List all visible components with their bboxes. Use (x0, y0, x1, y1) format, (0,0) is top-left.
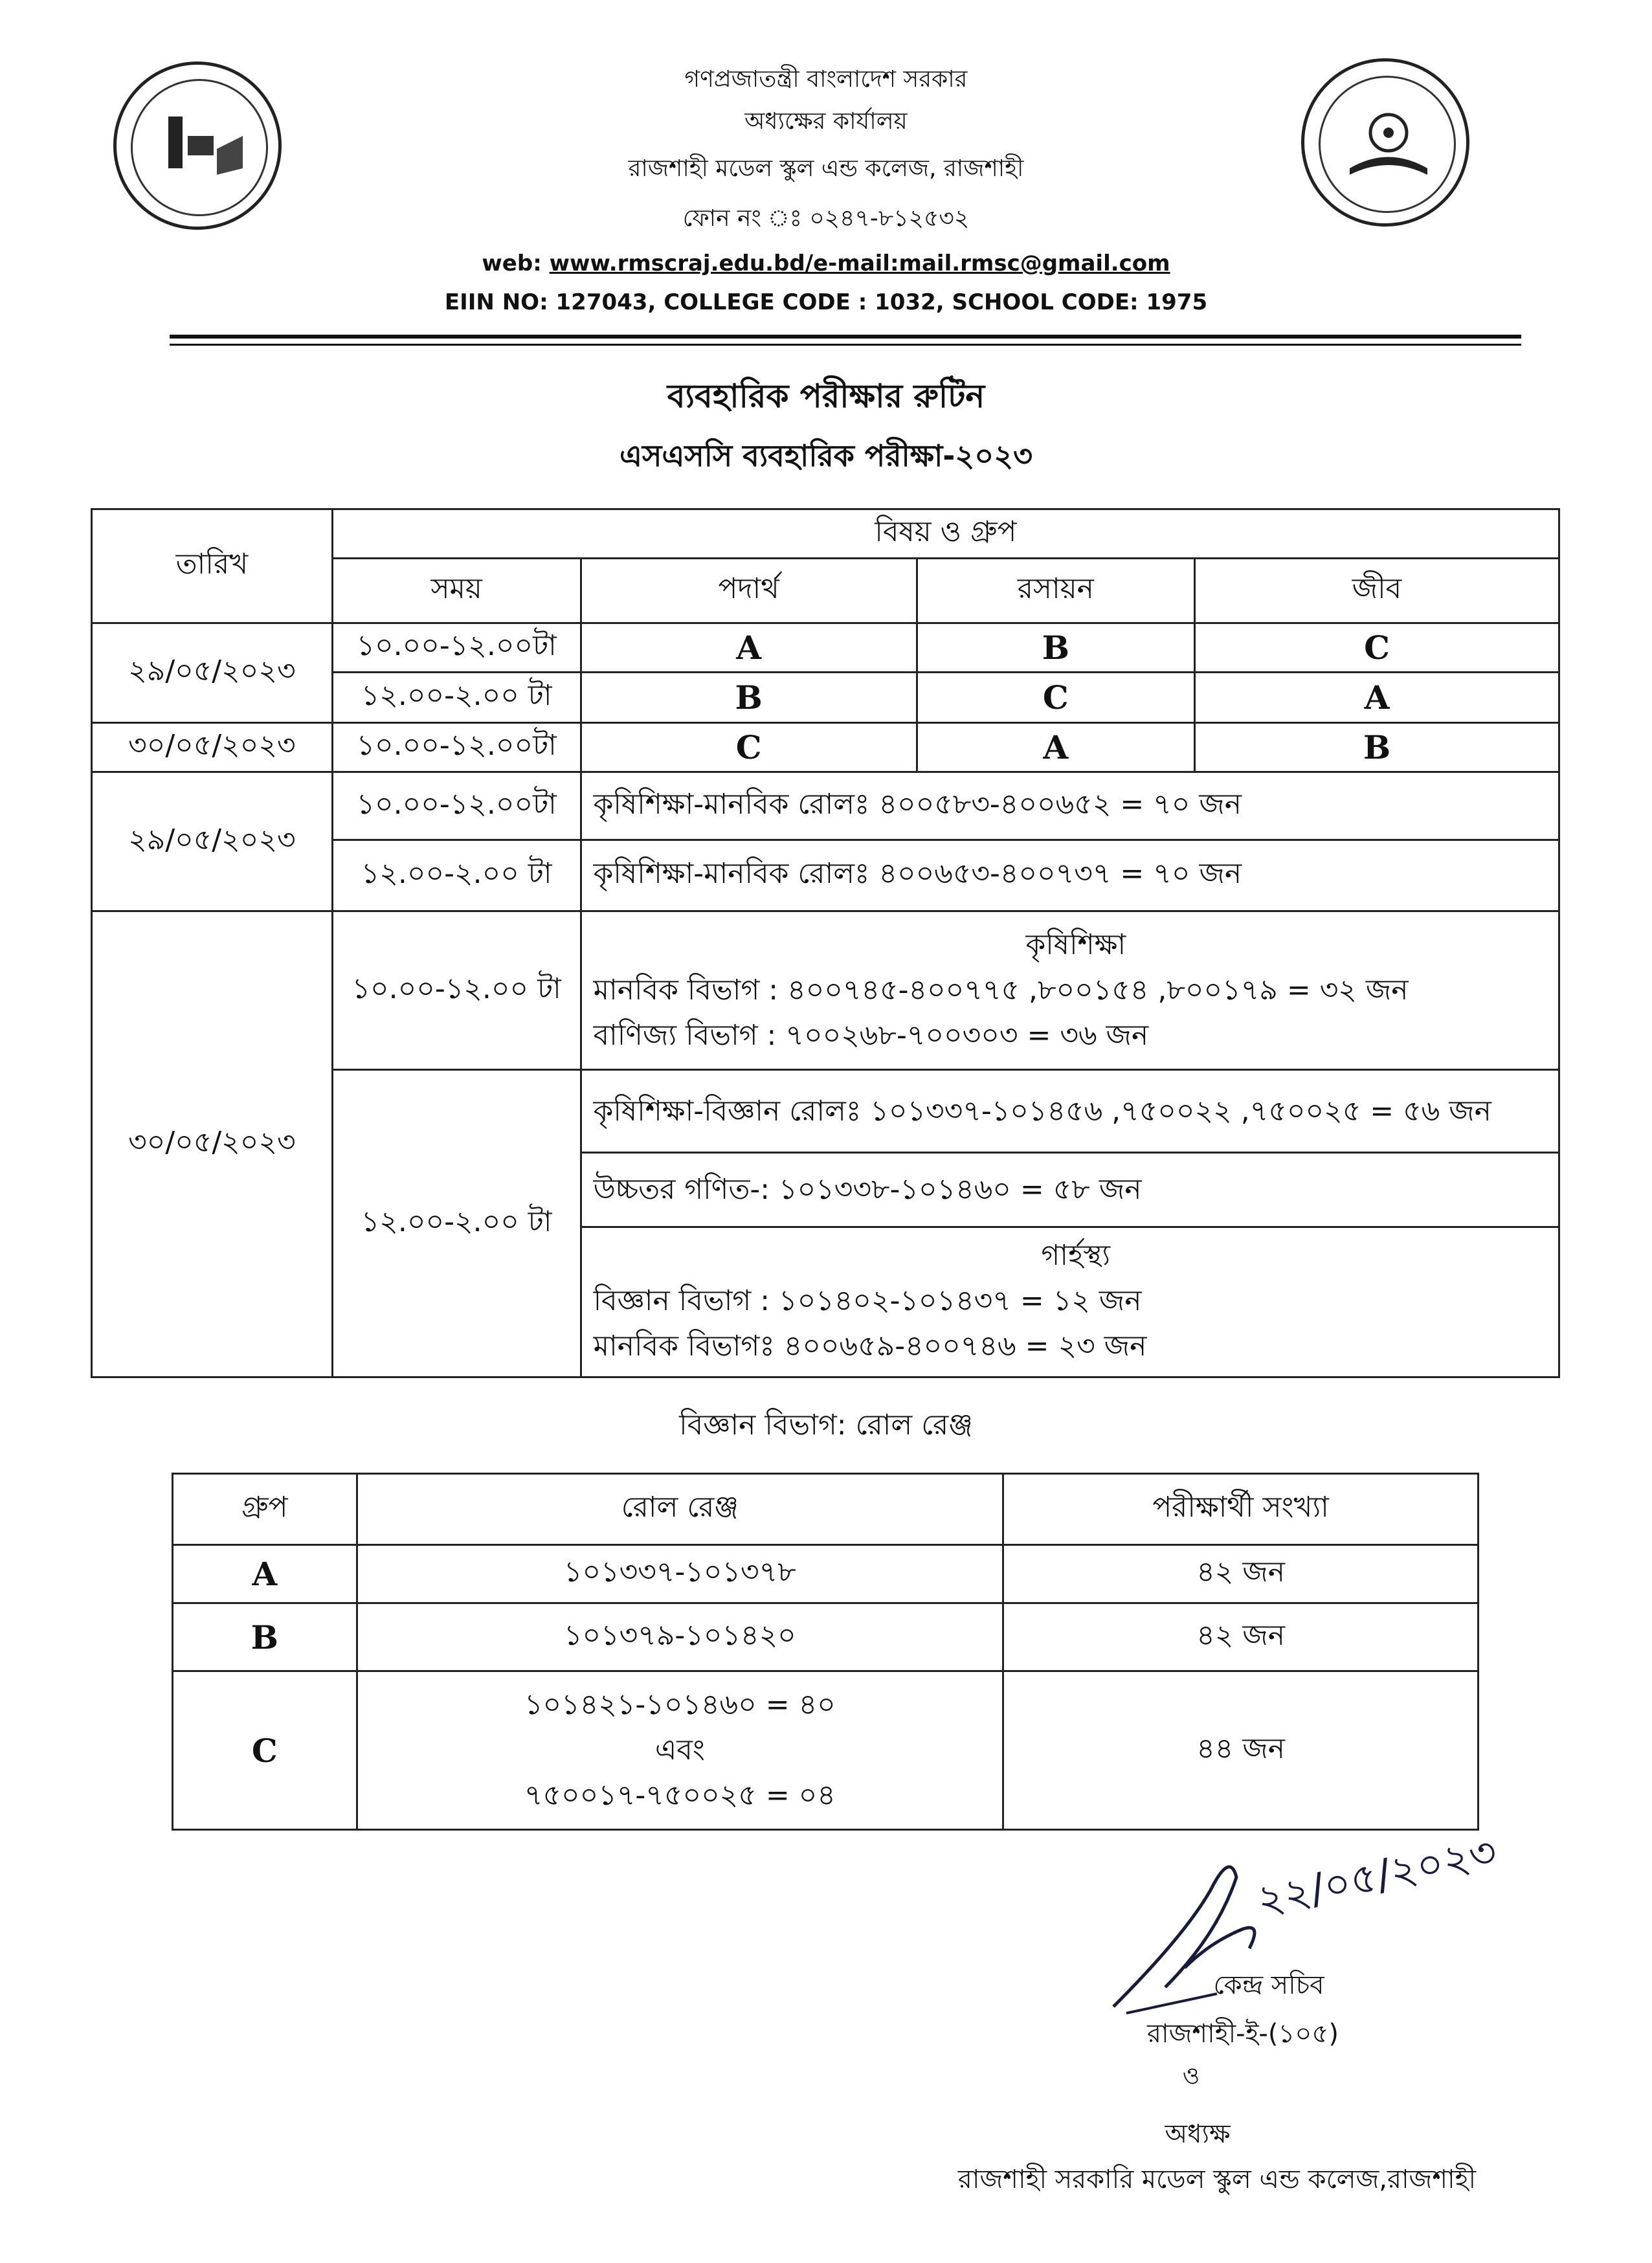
office-title: অধ্যক্ষের কার্যালয় (744, 108, 908, 135)
block-line: মানবিক বিভাগঃ ৪০০৬৫৯-৪০০৭৪৬ = ২৩ জন (593, 1330, 1147, 1363)
web-line (0, 251, 1652, 276)
cell-group: C (581, 723, 917, 772)
signer-role: কেন্দ্র সচিব (1213, 1970, 1324, 2000)
cell-group: C (1194, 623, 1559, 673)
cell-group: C (917, 673, 1194, 723)
block-line: বাণিজ্য বিভাগ : ৭০০২৬৮-৭০০৩০৩ = ৩৬ জন (593, 1019, 1149, 1052)
row-detail: কৃষিশিক্ষা-মানবিক রোলঃ ৪০০৫৮৩-৪০০৬৫২ = ৭০ জন (581, 772, 1559, 840)
head-date: তারিখ (92, 509, 333, 623)
institution-footer: রাজশাহী সরকারি মডেল স্কুল এন্ড কলেজ,রাজশাহী (957, 2165, 1477, 2194)
signature-date: ২২/০৫/২০২৩ (1253, 1827, 1501, 1926)
head-time: সময় (332, 559, 581, 623)
table-row (173, 1603, 1479, 1671)
block-heading: গার্হস্থ্য (1041, 1239, 1111, 1272)
block-heading: কৃষিশিক্ষা (1025, 928, 1126, 961)
cell-range: ১০১৩৩৭-১০১৩৭৮ (357, 1545, 1003, 1603)
row-time: ১০.০০-১২.০০টা (332, 623, 581, 673)
cell-group: A (173, 1545, 357, 1603)
block-line: উচ্চতর গণিত-: ১০১৩৩৮-১০১৪৬০ = ৫৮ জন (582, 1152, 1558, 1226)
cell-range: ১০১৩৭৯-১০১৪২০ (357, 1603, 1003, 1671)
range-line: ৭৫০০১৭-৭৫০০২৫ = ০৪ (524, 1779, 836, 1812)
cell-group: A (1194, 673, 1559, 723)
header-divider (170, 335, 1521, 339)
roll-range-caption: বিজ্ঞান বিভাগ: রোল রেঞ্জ (679, 1409, 973, 1442)
row-date: ২৯/০৫/২০২৩ (92, 623, 333, 723)
block-line: কৃষিশিক্ষা-বিজ্ঞান রোলঃ ১০১৩৩৭-১০১৪৫৬ ,৭৫০০২২ ,৭৫০০২৫ = ৫৬ জন (593, 1095, 1491, 1128)
cell-range (357, 1671, 1003, 1830)
row-date: ৩০/০৫/২০২৩ (92, 723, 333, 772)
table-row (92, 623, 1559, 673)
center-code: রাজশাহী-ই-(১০৫) (1147, 2019, 1339, 2049)
row-date: ২৯/০৫/২০২৩ (92, 772, 333, 911)
table-row (92, 772, 1559, 840)
cell-group: B (1194, 723, 1559, 772)
row-time: ১২.০০-২.০০ টা (332, 840, 581, 911)
cell-group: C (173, 1671, 357, 1830)
header-divider-thin (170, 344, 1521, 346)
table-row (92, 723, 1559, 772)
row-detail-block (581, 911, 1559, 1070)
roll-range-table (172, 1473, 1479, 1831)
cell-count: ৪৪ জন (1003, 1671, 1479, 1830)
head-examinee-count: পরীক্ষার্থী সংখ্যা (1003, 1474, 1479, 1545)
row-date: ৩০/০৫/২০২৩ (92, 911, 333, 1377)
cell-group: A (917, 723, 1194, 772)
row-detail-block (581, 1070, 1559, 1377)
row-time: ১০.০০-১২.০০টা (332, 723, 581, 772)
row-time: ১০.০০-১২.০০টা (332, 772, 581, 840)
head-group: গ্রুপ (173, 1474, 357, 1545)
phone-number: ফোন নং ঃ ০২৪৭-৮১২৫৩২ (682, 205, 970, 232)
cell-count: ৪২ জন (1003, 1545, 1479, 1603)
routine-table (91, 508, 1560, 1378)
head-chemistry: রসায়ন (917, 559, 1194, 623)
block-line: বিজ্ঞান বিভাগ : ১০১৪০২-১০১৪৩৭ = ১২ জন (593, 1284, 1142, 1317)
row-time: ১২.০০-২.০০ টা (332, 1070, 581, 1377)
principal-title: অধ্যক্ষ (1165, 2119, 1231, 2149)
head-physics: পদার্থ (581, 559, 917, 623)
institution-codes: EIIN NO: 127043, COLLEGE CODE : 1032, SCHOOL CODE: 1975 (444, 289, 1208, 315)
cell-count: ৪২ জন (1003, 1603, 1479, 1671)
conjunction-and: ও (1182, 2063, 1200, 2090)
page-subtitle: এসএসসি ব্যবহারিক পরীক্ষা-২০২৩ (619, 438, 1033, 473)
web-prefix: web: (482, 251, 550, 276)
table-row (173, 1545, 1479, 1603)
govt-title: গণপ্রজাতন্ত্রী বাংলাদেশ সরকার (684, 66, 968, 93)
page-title: ব্যবহারিক পরীক্ষার রুটিন (667, 377, 985, 415)
cell-group: B (917, 623, 1194, 673)
head-roll-range: রোল রেঞ্জ (357, 1474, 1003, 1545)
block-line: মানবিক বিভাগ : ৪০০৭৪৫-৪০০৭৭৫ ,৮০০১৫৪ ,৮০০১৭৯ = ৩২ জন (593, 974, 1409, 1007)
institution-name: রাজশাহী মডেল স্কুল এন্ড কলেজ, রাজশাহী (628, 155, 1024, 182)
head-subject-group: বিষয় ও গ্রুপ (332, 509, 1559, 559)
cell-group: A (581, 623, 917, 673)
cell-group: B (173, 1603, 357, 1671)
table-row (173, 1671, 1479, 1830)
web-link[interactable]: www.rmscraj.edu.bd/e-mail:mail.rmsc@gmail.com (549, 251, 1170, 276)
row-detail: কৃষিশিক্ষা-মানবিক রোলঃ ৪০০৬৫৩-৪০০৭৩৭ = ৭০ জন (581, 840, 1559, 911)
range-line: ১০১৪২১-১০১৪৬০ = ৪০ (524, 1688, 836, 1721)
cell-group: B (581, 673, 917, 723)
row-time: ১২.০০-২.০০ টা (332, 673, 581, 723)
range-line: এবং (654, 1733, 705, 1767)
row-time: ১০.০০-১২.০০ টা (332, 911, 581, 1070)
table-row (92, 911, 1559, 1070)
head-biology: জীব (1194, 559, 1559, 623)
